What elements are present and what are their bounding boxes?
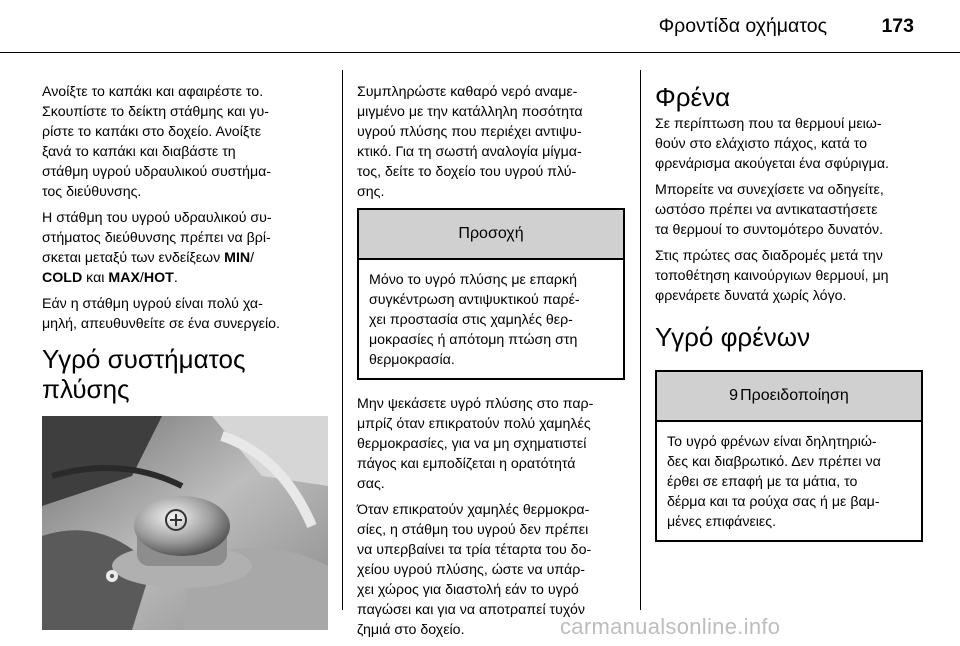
caution-title: Προσοχή (359, 210, 623, 260)
mark-max: MAX (108, 270, 140, 286)
page-number: 173 (881, 15, 914, 37)
paragraph-continue-driving: Μπορείτε να συνεχίσετε να οδηγείτε, ωστόσο πρέπει να αντικαταστήσετε τα θερμουί το συντομότερο δυνατόν. (655, 182, 884, 238)
warning-title: Προειδοποίηση (740, 387, 849, 404)
caution-text: Μόνο το υγρό πλύσης με επαρκή συγκέντρωση αντιψυκτικού παρέ- χει προστασία στις χαμηλές θερ- μοκρασίες ή απότομη πτώση στη θερμοκρασία. (369, 272, 580, 368)
washer-reservoir-photo (42, 416, 328, 630)
warning-text: Το υγρό φρένων είναι δηλητηριώ- δες και διαβρωτικό. Δεν πρέπει να έρθει σε επαφή με τα μάτια, το δέρμα και τα ρούχα σας ή με βαμ- μένες επιφάνειες. (667, 434, 881, 530)
section-heading-brake-fluid: Υγρό φρένων (655, 322, 811, 352)
paragraph-level-range: Η στάθμη του υγρού υδραυλικού συ- στήματος διεύθυνσης πρέπει να βρί- σκεται μεταξύ των ενδείξεων MIN/ COLD και MAX/HOT. (42, 210, 272, 286)
warning-box (655, 370, 923, 542)
paragraph-open-cap: Ανοίξτε το καπάκι και αφαιρέστε το. Σκουπίστε το δείκτη στάθμης και γυ- ρίστε το καπάκι στο δοχείο. Ανοίξτε ξανά το καπάκι και διαβάστε τη στάθμη υγρού υδραυλικού συστήμα- τος διεύθυνσης. (42, 84, 272, 200)
warning-triangle-icon: 9 (729, 387, 739, 404)
paragraph-low-level: Εάν η στάθμη υγρού είναι πολύ χα- μηλή, απευθυνθείτε σε ένα συνεργείο. (42, 296, 280, 332)
watermark: carmanualsonline.info (560, 614, 781, 639)
mark-cold: COLD (42, 270, 83, 286)
paragraph-brake-wear: Σε περίπτωση που τα θερμουί μειω- θούν στο ελάχιστο πάχος, κατά το φρενάρισμα ακούγεται ένα σφύριγμα. (655, 116, 889, 172)
section-heading-washer-fluid: Υγρό συστήματος πλύσης (42, 344, 246, 404)
warning-title-row (657, 372, 921, 422)
column-right (655, 82, 923, 556)
column-divider-2 (640, 70, 641, 610)
mark-hot: HOT (143, 270, 174, 286)
page-header-title: Φροντίδα οχήματος (658, 15, 827, 37)
paragraph-no-spray: Μην ψεκάσετε υγρό πλύσης στο παρ- μπρίζ όταν επικρατούν πολύ χαμηλές θερμοκρασίες, για να μη σχηματιστεί πάγος και εμποδίζεται η ορατότητά σας. (357, 396, 594, 492)
caution-box (357, 208, 625, 380)
section-heading-brakes: Φρένα (655, 82, 731, 112)
paragraph-low-temp: Όταν επικρατούν χαμηλές θερμοκρα- σίες, η στάθμη του υγρού δεν πρέπει να υπερβαίνει τα τρία τέταρτα του δο- χείου υγρού πλύσης, ώστε να υπάρ- χει χώρος για διαστολή εάν το υγρό παγώσει και για να αποτραπεί τυχόν ζημιά στο δοχείο. (357, 502, 592, 638)
column-left (42, 82, 328, 630)
column-divider-1 (342, 70, 343, 610)
column-middle (357, 82, 625, 646)
header-divider (0, 52, 960, 53)
paragraph-fill-water: Συμπληρώστε καθαρό νερό αναμε- μιγμένο με την κατάλληλη ποσότητα υγρού πλύσης που περιέχει αντιψυ- κτικό. Για τη σωστή αναλογία μίγμα- τος, δείτε το δοχείο του υγρού πλύ- σης. (357, 84, 583, 200)
mark-min: MIN (224, 250, 251, 266)
paragraph-new-pads: Στις πρώτες σας διαδρομές μετά την τοποθέτηση καινούργιων θερμουί, μη φρενάρετε δυνατά χωρίς λόγο. (655, 248, 889, 304)
